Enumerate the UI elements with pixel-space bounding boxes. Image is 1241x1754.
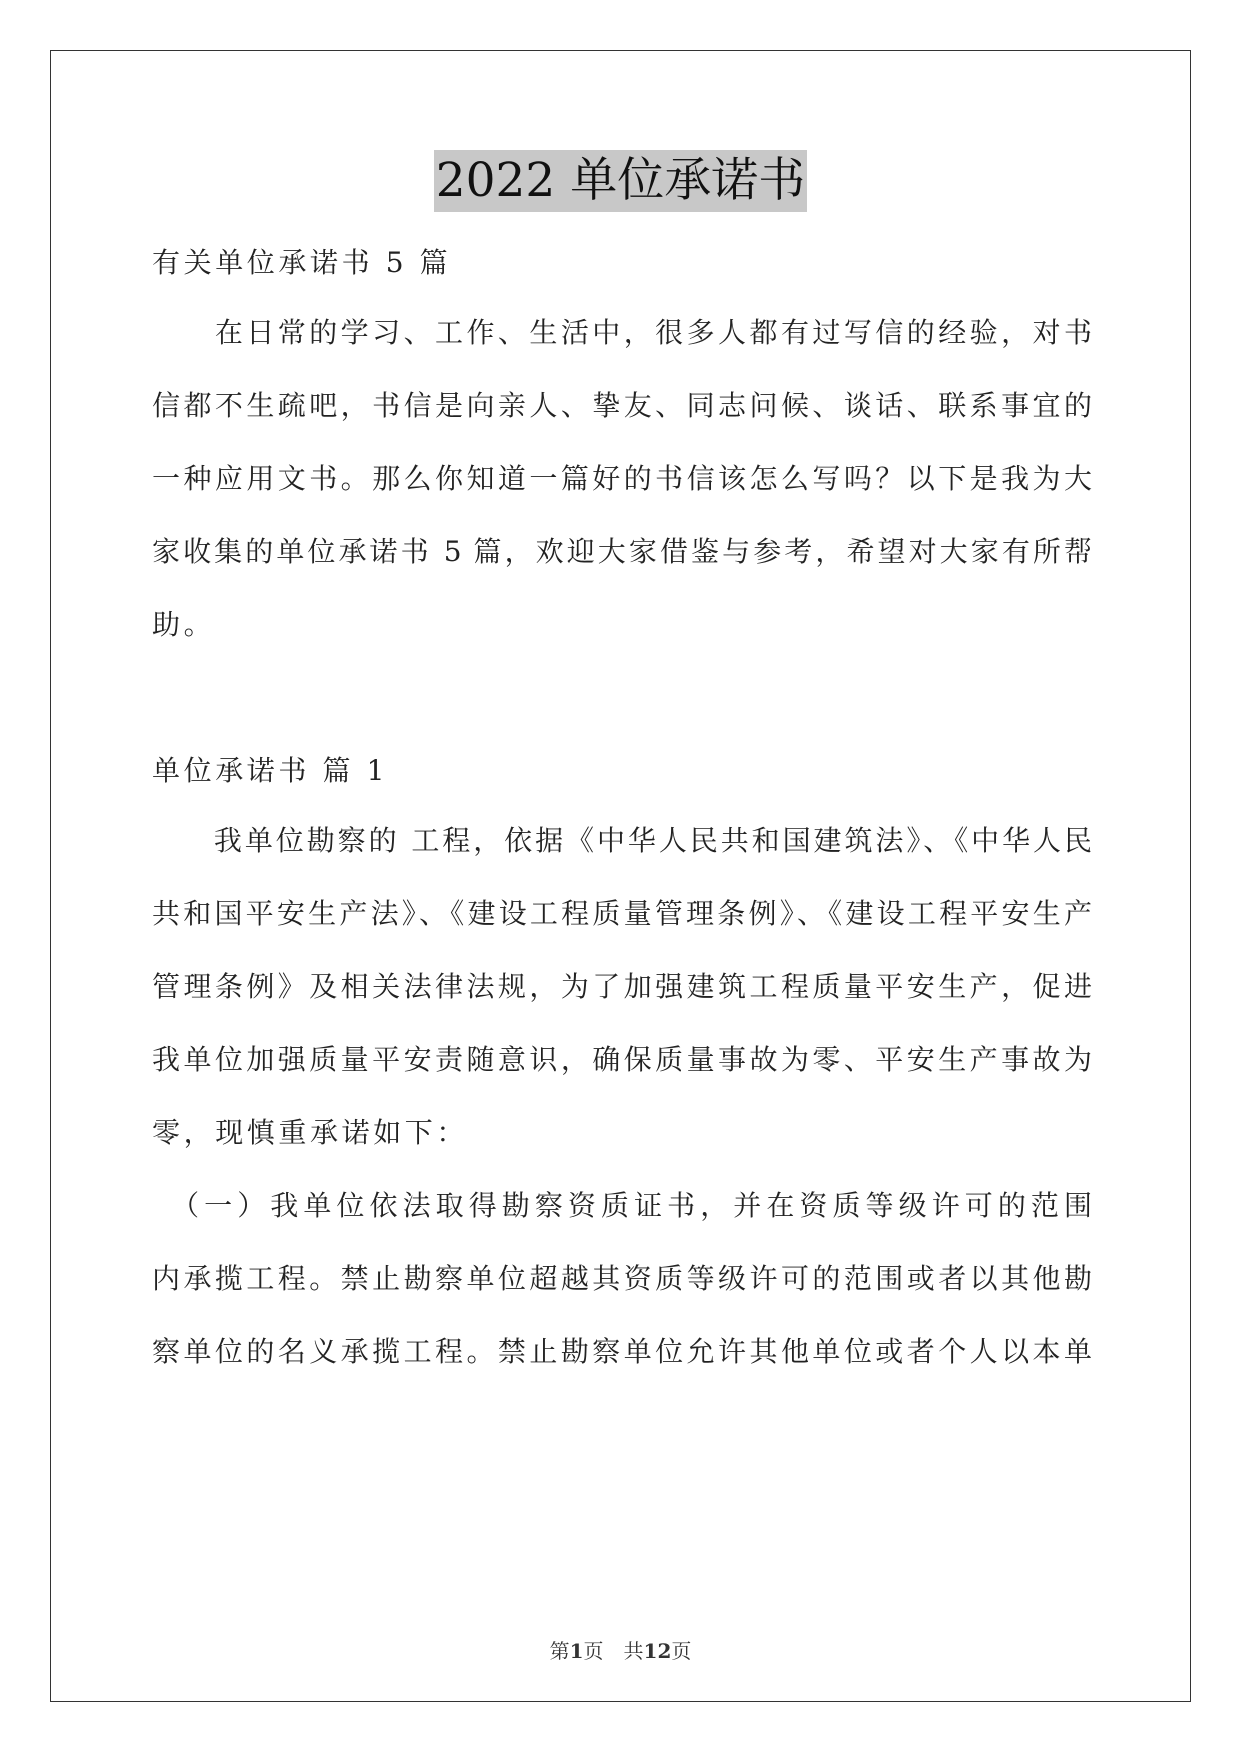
body-line-3: 管理条例》及相关法律法规，为了加强建筑工程质量平安生产，促进 [152, 970, 1092, 1003]
title-container [0, 150, 1241, 212]
page-border [50, 50, 1191, 1702]
page-footer [0, 1635, 1241, 1664]
section-heading: 单位承诺书 篇 1 [152, 754, 389, 787]
intro-line-3: 一种应用文书。那么你知道一篇好的书信该怎么写吗？以下是我为大 [152, 462, 1092, 495]
footer-suffix: 页 [671, 1639, 692, 1663]
intro-line-1: 在日常的学习、工作、生活中，很多人都有过写信的经验，对书 [152, 316, 1092, 349]
footer-middle: 页 共 [583, 1639, 644, 1663]
intro-line-5: 助。 [152, 608, 216, 641]
footer-total-pages: 12 [643, 1639, 672, 1663]
subtitle: 有关单位承诺书 5 篇 [152, 246, 452, 279]
footer-prefix: 第 [549, 1639, 570, 1663]
body-line-7: 内承揽工程。禁止勘察单位超越其资质等级许可的范围或者以其他勘 [152, 1262, 1092, 1295]
footer-page-number: 1 [569, 1639, 584, 1663]
body-line-6: （一）我单位依法取得勘察资质证书，并在资质等级许可的范围 [152, 1189, 1092, 1222]
document-title: 2022 单位承诺书 [434, 150, 808, 212]
intro-line-4: 家收集的单位承诺书 5 篇，欢迎大家借鉴与参考，希望对大家有所帮 [152, 535, 1092, 568]
body-line-2: 共和国平安生产法》、《建设工程质量管理条例》、《建设工程平安生产 [152, 897, 1092, 930]
body-line-5: 零，现慎重承诺如下： [152, 1116, 469, 1149]
body-line-4: 我单位加强质量平安责随意识，确保质量事故为零、平安生产事故为 [152, 1043, 1092, 1076]
body-line-8: 察单位的名义承揽工程。禁止勘察单位允许其他单位或者个人以本单 [152, 1335, 1092, 1368]
body-line-1: 我单位勘察的 工程，依据《中华人民共和国建筑法》、《中华人民 [152, 824, 1092, 857]
intro-line-2: 信都不生疏吧，书信是向亲人、挚友、同志问候、谈话、联系事宜的 [152, 389, 1092, 422]
